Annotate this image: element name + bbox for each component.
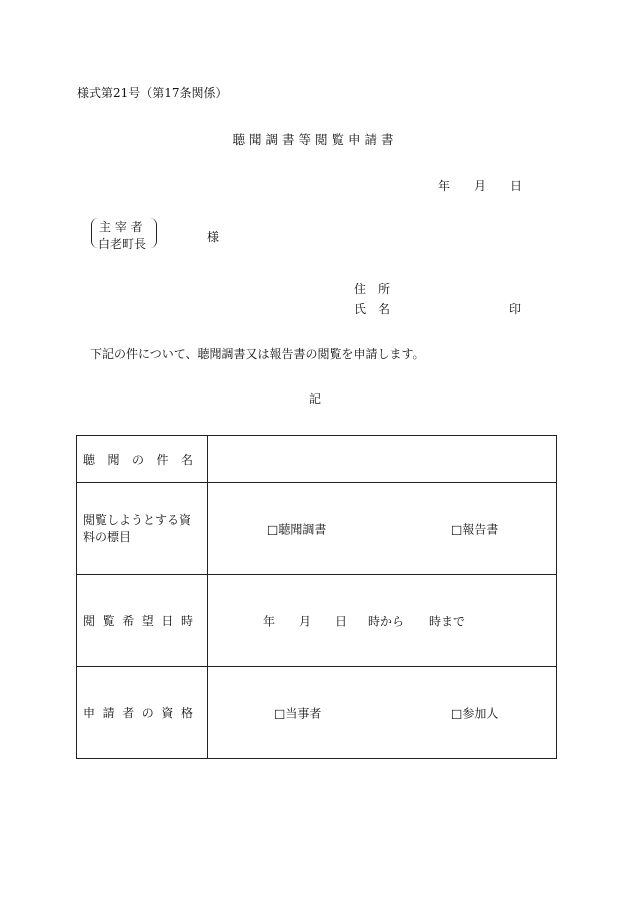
ki-label: 記 bbox=[308, 392, 321, 406]
applicant-status-label bbox=[77, 667, 208, 759]
participant-checkbox[interactable]: □参加人 bbox=[451, 706, 499, 720]
document-type-label bbox=[77, 483, 208, 575]
desired-datetime-field[interactable] bbox=[208, 575, 557, 667]
label-line: 閲覧しようとする資 bbox=[83, 512, 192, 527]
name-label: 氏 名 bbox=[354, 302, 391, 316]
label-char: の bbox=[141, 706, 154, 720]
date-year-label: 年 bbox=[438, 179, 451, 193]
label-char: 格 bbox=[180, 706, 193, 720]
to-time-label: 時まで bbox=[429, 614, 466, 628]
table-row bbox=[77, 436, 557, 483]
hearing-subject-field[interactable] bbox=[208, 436, 557, 483]
recipient-name: 白老町長 bbox=[98, 237, 147, 251]
label-char: 資 bbox=[161, 706, 174, 720]
recipient-honorific: 様 bbox=[207, 230, 220, 244]
seal-mark: 印 bbox=[509, 302, 522, 316]
hearing-record-checkbox[interactable]: □聴聞調書 bbox=[267, 522, 327, 536]
label-char: 日 bbox=[161, 614, 174, 628]
report-checkbox[interactable]: □報告書 bbox=[451, 522, 499, 536]
address-label: 住 所 bbox=[354, 282, 391, 296]
label-char: 覧 bbox=[102, 614, 115, 628]
from-time-label: 時から bbox=[368, 614, 405, 628]
date-day-label: 日 bbox=[510, 179, 523, 193]
table-row bbox=[77, 575, 557, 667]
label-line: 料の標目 bbox=[83, 529, 132, 544]
table-row bbox=[77, 483, 557, 575]
table-row bbox=[77, 667, 557, 759]
label-char: 者 bbox=[122, 706, 135, 720]
request-table bbox=[76, 435, 557, 759]
request-statement: 下記の件について、聴聞調書又は報告書の閲覧を申請します。 bbox=[90, 347, 425, 361]
recipient-title: 主 宰 者 bbox=[99, 220, 143, 234]
label-char: 望 bbox=[141, 614, 154, 628]
day-label: 日 bbox=[335, 614, 348, 628]
label-char: 請 bbox=[102, 706, 115, 720]
year-label: 年 bbox=[263, 614, 276, 628]
label-char: 時 bbox=[180, 614, 193, 628]
document-title: 聴聞調書等閲覧申請書 bbox=[232, 132, 398, 147]
label-char: 名 bbox=[180, 452, 193, 467]
document-type-field bbox=[208, 483, 557, 575]
label-char: 聴 bbox=[83, 452, 96, 467]
date-month-label: 月 bbox=[474, 179, 487, 193]
desired-datetime-label bbox=[77, 575, 208, 667]
applicant-status-field bbox=[208, 667, 557, 759]
party-checkbox[interactable]: □当事者 bbox=[274, 706, 322, 720]
label-char: 申 bbox=[83, 706, 96, 720]
label-char: の bbox=[131, 452, 144, 467]
label-char: 希 bbox=[122, 614, 135, 628]
label-char: 閲 bbox=[83, 614, 96, 628]
label-char: 聞 bbox=[107, 452, 120, 467]
month-label: 月 bbox=[299, 614, 312, 628]
label-char: 件 bbox=[156, 452, 169, 467]
hearing-subject-label bbox=[77, 436, 208, 483]
form-number: 様式第21号（第17条関係） bbox=[77, 86, 228, 100]
